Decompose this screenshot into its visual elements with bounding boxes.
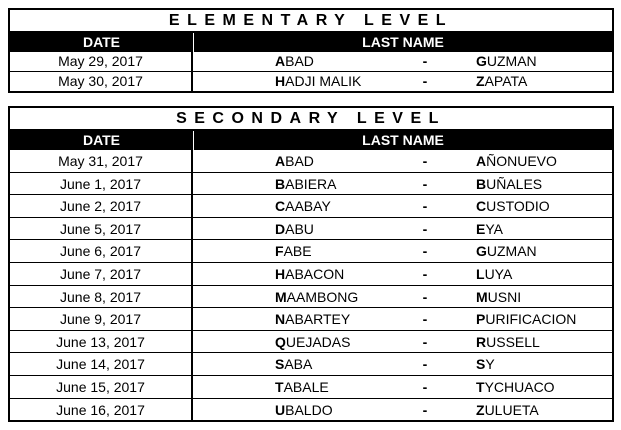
date-cell: May 31, 2017 [10, 150, 193, 172]
to-rest: USSELL [486, 333, 540, 350]
from-initial: M [275, 288, 287, 305]
from-initial: D [275, 220, 286, 237]
from-initial: T [275, 378, 284, 395]
to-rest: ULUETA [484, 401, 539, 418]
date-cell: June 16, 2017 [10, 399, 193, 421]
range-dash: - [422, 288, 428, 305]
last-name-to-cell [450, 399, 612, 421]
from-initial: B [275, 175, 286, 192]
table-row [10, 285, 612, 308]
column-header-last-name: LAST NAME [362, 132, 444, 148]
to-rest: Y [485, 356, 495, 373]
table-header [10, 131, 612, 150]
last-name-to-cell [450, 308, 612, 330]
to-rest: YCHUACO [484, 378, 555, 395]
last-name-to-cell [450, 240, 612, 262]
date-cell: June 15, 2017 [10, 376, 193, 398]
column-header-last-name: LAST NAME [362, 34, 444, 50]
from-rest: UEJADAS [285, 333, 351, 350]
range-dash: - [422, 153, 428, 169]
date-cell: June 13, 2017 [10, 331, 193, 353]
range-dash: - [422, 175, 428, 192]
from-rest: AABAY [285, 198, 331, 215]
range-dash: - [422, 356, 428, 373]
date-cell: June 9, 2017 [10, 308, 193, 330]
to-rest: UÑALES [486, 175, 543, 192]
last-name-to-cell [450, 195, 612, 217]
table-row [10, 52, 612, 71]
to-initial: G [476, 243, 487, 260]
table-title: ELEMENTARY LEVEL [10, 10, 612, 33]
to-initial: Z [476, 401, 485, 418]
from-initial: F [275, 243, 284, 260]
last-name-to-cell [450, 52, 612, 71]
date-cell: June 5, 2017 [10, 218, 193, 240]
to-initial: G [476, 53, 487, 69]
last-name-from-cell [193, 72, 400, 91]
to-rest: ÑONUEVO [486, 153, 557, 169]
to-initial: R [476, 333, 487, 350]
last-name-from-cell [193, 263, 400, 285]
date-cell: June 2, 2017 [10, 195, 193, 217]
from-rest: ABALE [283, 378, 329, 395]
table-row [10, 375, 612, 398]
from-rest: BAD [285, 53, 314, 69]
from-rest: BAD [285, 153, 314, 169]
secondary-schedule-table [8, 106, 614, 422]
last-name-to-cell [450, 72, 612, 91]
table-body [10, 150, 612, 420]
from-rest: BALDO [285, 401, 333, 418]
table-row [10, 307, 612, 330]
date-cell: June 14, 2017 [10, 353, 193, 375]
to-initial: L [476, 265, 485, 282]
to-rest: UZMAN [486, 53, 537, 69]
table-row [10, 352, 612, 375]
from-initial: H [275, 265, 286, 282]
to-initial: T [476, 378, 485, 395]
table-row [10, 194, 612, 217]
last-name-from-cell [193, 52, 400, 71]
last-name-from-cell [193, 195, 400, 217]
last-name-from-cell [193, 240, 400, 262]
last-name-from-cell [193, 376, 400, 398]
table-row [10, 217, 612, 240]
to-rest: UZMAN [486, 243, 537, 260]
last-name-from-cell [193, 308, 400, 330]
range-dash: - [422, 401, 428, 418]
to-rest: USTODIO [486, 198, 550, 215]
to-rest: UYA [484, 265, 513, 282]
range-dash: - [422, 198, 428, 215]
to-initial: E [476, 220, 486, 237]
from-initial: H [275, 73, 286, 89]
last-name-to-cell [450, 331, 612, 353]
table-row [10, 398, 612, 421]
to-rest: YA [485, 220, 503, 237]
to-rest: URIFICACION [485, 311, 577, 328]
table-row [10, 239, 612, 262]
last-name-from-cell [193, 218, 400, 240]
elementary-schedule-table [8, 8, 614, 93]
from-rest: ABU [285, 220, 314, 237]
table-row [10, 71, 612, 91]
from-rest: ABE [283, 243, 312, 260]
to-initial: M [476, 288, 488, 305]
last-name-from-cell [193, 399, 400, 421]
range-dash: - [422, 311, 428, 328]
last-name-to-cell [450, 353, 612, 375]
from-rest: ADJI MALIK [285, 73, 362, 89]
last-name-from-cell [193, 331, 400, 353]
table-title: SECONDARY LEVEL [10, 108, 612, 131]
table-body [10, 52, 612, 91]
date-cell: May 30, 2017 [10, 72, 193, 91]
last-name-to-cell [450, 263, 612, 285]
date-cell: June 6, 2017 [10, 240, 193, 262]
from-initial: A [275, 153, 286, 169]
from-rest: AAMBONG [286, 288, 359, 305]
date-cell: June 8, 2017 [10, 286, 193, 308]
range-dash: - [422, 220, 428, 237]
range-dash: - [422, 73, 428, 89]
to-initial: P [476, 311, 486, 328]
last-name-to-cell [450, 150, 612, 172]
table-row [10, 172, 612, 195]
to-initial: S [476, 356, 486, 373]
table-row [10, 330, 612, 353]
last-name-to-cell [450, 173, 612, 195]
last-name-from-cell [193, 173, 400, 195]
range-dash: - [422, 333, 428, 350]
range-dash: - [422, 53, 428, 69]
to-initial: Z [476, 73, 485, 89]
column-header-date: DATE [10, 33, 194, 52]
last-name-to-cell [450, 286, 612, 308]
to-initial: B [476, 175, 487, 192]
from-rest: ABARTEY [285, 311, 351, 328]
from-rest: ABIERA [285, 175, 337, 192]
from-initial: C [275, 198, 286, 215]
last-name-to-cell [450, 218, 612, 240]
from-rest: ABA [284, 356, 313, 373]
to-rest: APATA [484, 73, 528, 89]
to-initial: C [476, 198, 487, 215]
from-initial: Q [275, 333, 286, 350]
from-initial: U [275, 401, 286, 418]
table-row [10, 262, 612, 285]
column-header-date: DATE [10, 131, 194, 150]
date-cell: May 29, 2017 [10, 52, 193, 71]
from-rest: ABACON [285, 265, 345, 282]
table-header [10, 33, 612, 52]
from-initial: A [275, 53, 286, 69]
last-name-to-cell [450, 376, 612, 398]
last-name-from-cell [193, 353, 400, 375]
from-initial: S [275, 356, 285, 373]
range-dash: - [422, 378, 428, 395]
range-dash: - [422, 243, 428, 260]
to-rest: USNI [487, 288, 522, 305]
from-initial: N [275, 311, 286, 328]
date-cell: June 7, 2017 [10, 263, 193, 285]
last-name-from-cell [193, 150, 400, 172]
date-cell: June 1, 2017 [10, 173, 193, 195]
table-row [10, 150, 612, 172]
to-initial: A [476, 153, 487, 169]
range-dash: - [422, 265, 428, 282]
last-name-from-cell [193, 286, 400, 308]
